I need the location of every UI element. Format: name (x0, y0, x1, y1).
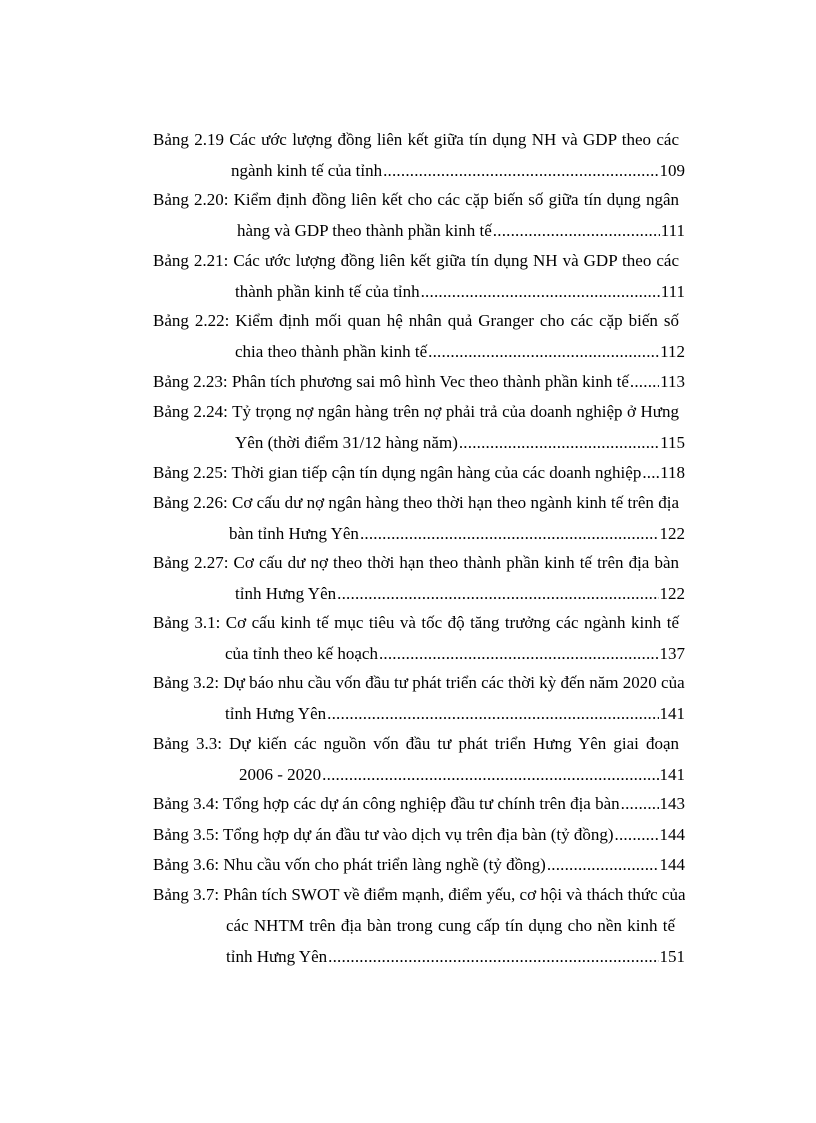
toc-entry[interactable] (153, 370, 685, 401)
toc-page-number: 112 (660, 342, 685, 361)
toc-entry-title: Bảng 2.26: Cơ cấu dư nợ ngân hàng theo thời hạn theo ngành kinh tế trên địa (153, 493, 679, 512)
toc-entry[interactable] (153, 400, 685, 462)
dot-leader (459, 431, 659, 455)
dot-leader (327, 702, 658, 726)
toc-entry-title-cont: chia theo thành phần kinh tế (235, 342, 428, 361)
toc-entry[interactable] (153, 883, 685, 976)
toc-page-number: 151 (659, 947, 685, 966)
toc-page-number: 143 (659, 794, 685, 813)
toc-entry-title-cont: tỉnh Hưng Yên (225, 704, 327, 723)
dot-leader (322, 763, 658, 787)
toc-entry-title: Bảng 3.2: Dự báo nhu cầu vốn đầu tư phát triển các thời kỳ đến năm 2020 của (153, 673, 685, 692)
toc-entry-title: Bảng 3.7: Phân tích SWOT về điểm mạnh, điểm yếu, cơ hội và thách thức của (153, 885, 685, 904)
toc-entry-title: Bảng 2.23: Phân tích phương sai mô hình Vec theo thành phần kinh tế (153, 372, 629, 391)
toc-entry[interactable] (153, 671, 685, 733)
toc-page-number: 122 (659, 524, 685, 543)
toc-entry-title: Bảng 2.22: Kiểm định mối quan hệ nhân quả Granger cho các cặp biến số (153, 311, 679, 330)
toc-entry[interactable] (153, 551, 685, 613)
toc-entry[interactable] (153, 249, 685, 311)
toc-entry-title: Bảng 2.24: Tỷ trọng nợ ngân hàng trên nợ phải trả của doanh nghiệp ở Hưng (153, 402, 679, 421)
toc-entry-title: Bảng 2.20: Kiểm định đồng liên kết cho các cặp biến số giữa tín dụng ngân (153, 190, 679, 209)
toc-entry-title: Bảng 3.1: Cơ cấu kinh tế mục tiêu và tốc độ tăng trưởng các ngành kinh tế (153, 613, 679, 632)
toc-page-number: 144 (659, 855, 685, 874)
toc-entry[interactable] (153, 823, 685, 854)
toc-page-number: 141 (659, 765, 685, 784)
toc-entry-title-cont: 2006 - 2020 (239, 765, 322, 784)
dot-leader (642, 461, 659, 485)
toc-entry-title: Bảng 2.19 Các ước lượng đồng liên kết giữa tín dụng NH và GDP theo các (153, 130, 679, 149)
toc-page-number: 113 (660, 372, 685, 391)
toc-entry-title-cont: ngành kinh tế của tỉnh (231, 161, 383, 180)
dot-leader (421, 280, 660, 304)
dot-leader (383, 159, 658, 183)
toc-entry-title: Bảng 3.5: Tổng hợp dự án đầu tư vào dịch vụ trên địa bàn (tỷ đồng) (153, 825, 614, 844)
toc-entry-title: Bảng 3.6: Nhu cầu vốn cho phát triển làng nghề (tỷ đồng) (153, 855, 546, 874)
toc-page-number: 137 (659, 644, 685, 663)
dot-leader (621, 792, 659, 816)
toc-entry-title-cont: Yên (thời điểm 31/12 hàng năm) (235, 433, 458, 452)
toc-page-number: 111 (660, 221, 685, 240)
toc-entry-title-cont: của tỉnh theo kế hoạch (225, 644, 378, 663)
toc-entry[interactable] (153, 611, 685, 673)
toc-entry[interactable] (153, 128, 685, 190)
dot-leader (428, 340, 659, 364)
toc-entry[interactable] (153, 732, 685, 794)
toc-entry[interactable] (153, 309, 685, 371)
toc-entry-title: Bảng 3.4: Tổng hợp các dự án công nghiệp đầu tư chính trên địa bàn (153, 794, 620, 813)
toc-entry-title-cont: bàn tỉnh Hưng Yên (229, 524, 359, 543)
dot-leader (328, 945, 658, 969)
toc-entry-title-cont: các NHTM trên địa bàn trong cung cấp tín dụng cho nền kinh tế (226, 916, 675, 935)
toc-page-number: 115 (660, 433, 685, 452)
toc-entry[interactable] (153, 188, 685, 250)
dot-leader (360, 522, 659, 546)
dot-leader (630, 370, 659, 394)
toc-entry[interactable] (153, 491, 685, 553)
dot-leader (379, 642, 659, 666)
toc-page-number: 109 (659, 161, 685, 180)
toc-page-number: 111 (660, 282, 685, 301)
toc-entry-title-cont: tỉnh Hưng Yên (226, 947, 328, 966)
dot-leader (337, 582, 658, 606)
dot-leader (547, 853, 659, 877)
toc-entry-title: Bảng 2.27: Cơ cấu dư nợ theo thời hạn theo thành phần kinh tế trên địa bàn (153, 553, 679, 572)
toc-page-number: 122 (659, 584, 685, 603)
toc-entry-title-cont: tỉnh Hưng Yên (235, 584, 337, 603)
dot-leader (493, 219, 660, 243)
toc-entry-title: Bảng 3.3: Dự kiến các nguồn vốn đầu tư phát triển Hưng Yên giai đoạn (153, 734, 679, 753)
toc-page-number: 144 (659, 825, 685, 844)
toc-page-number: 141 (659, 704, 685, 723)
toc-entry-title-cont: hàng và GDP theo thành phần kinh tế (237, 221, 492, 240)
toc-entry-title: Bảng 2.25: Thời gian tiếp cận tín dụng ngân hàng của các doanh nghiệp (153, 463, 642, 482)
toc-entry[interactable] (153, 792, 685, 823)
toc-entry-title: Bảng 2.21: Các ước lượng đồng liên kết giữa tín dụng NH và GDP theo các (153, 251, 679, 270)
dot-leader (615, 823, 659, 847)
toc-page-number: 118 (660, 463, 685, 482)
toc-entry[interactable] (153, 853, 685, 884)
toc-entry-title-cont: thành phần kinh tế của tỉnh (235, 282, 420, 301)
toc-entry[interactable] (153, 461, 685, 492)
